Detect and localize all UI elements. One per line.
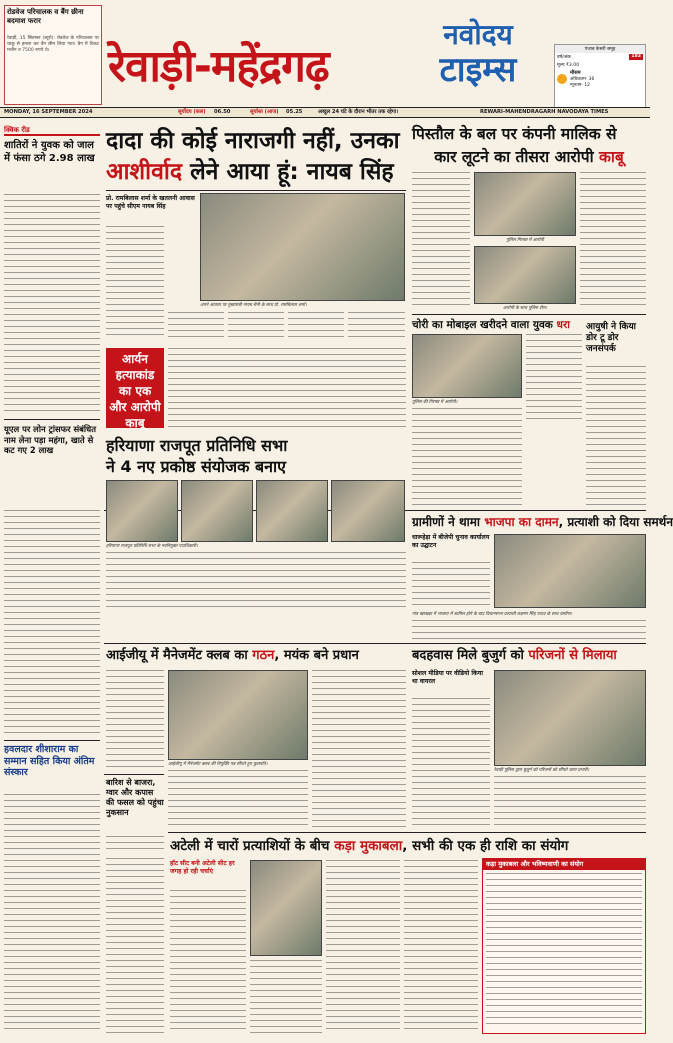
ateli-box bbox=[482, 858, 646, 1034]
mobile-text-col1 bbox=[412, 408, 522, 508]
ateli-headline-start: अटेली में चारों प्रत्याशियों के बीच bbox=[170, 838, 330, 854]
brand-times: टाइम्स bbox=[439, 50, 517, 90]
ateli-text-col4 bbox=[404, 860, 478, 1034]
lead-photo-caption: अपने आवास पर मुख्यमंत्री नायब सैनी के साथ प्रो. रामबिलास शर्मा। bbox=[200, 303, 307, 308]
igu-headline bbox=[106, 646, 406, 666]
sunrise-time: 06.50 bbox=[214, 109, 231, 115]
divider bbox=[168, 832, 646, 833]
sunset-label: सूर्यास्त (आज) bbox=[250, 109, 279, 115]
havildar-headline: हवलदार शीशाराम का सम्मान सहित किया अंतिम संस्कार bbox=[4, 744, 95, 778]
left-story-1-text bbox=[4, 194, 100, 416]
bjp-headline-start: ग्रामीणों ने थामा bbox=[412, 515, 481, 529]
temp-min: न्यूनतम- 12 bbox=[570, 83, 590, 88]
left-headline-1: शातिरों ने युवक को जाल में फंसा ठगे 2.98 लाख bbox=[4, 140, 95, 164]
ateli-box-title: कड़ा मुकाबला और भविष्यवाणी का संयोग bbox=[483, 859, 645, 870]
dateline-right: REWARI-MAHENDRAGARH NAVODAYA TIMES bbox=[480, 109, 609, 115]
masthead-city: रेवाड़ी-महेंद्रगढ़ bbox=[108, 41, 329, 92]
lead-headline-line1: दादा की कोई नाराजगी नहीं, उनका bbox=[106, 128, 400, 154]
bujurg-headline-start: बदहवास मिले बुजुर्ग को bbox=[412, 648, 524, 663]
haryana-photo-1 bbox=[106, 480, 178, 542]
bjp-text-col1 bbox=[412, 562, 490, 610]
lead-text-col1 bbox=[106, 226, 164, 338]
price: मूल्य ₹3.00 bbox=[557, 63, 580, 68]
divider bbox=[4, 740, 100, 741]
haryana-headline-line1: हरियाणा राजपूत प्रतिनिधि सभा bbox=[106, 436, 288, 455]
bujurg-subhead: सोशल मीडिया पर वीडियो किया था वायरल bbox=[412, 670, 483, 685]
bjp-photo bbox=[494, 534, 646, 608]
pistol-text-col3 bbox=[580, 172, 646, 310]
pistol-headline-line2 bbox=[412, 146, 646, 168]
haryana-text bbox=[106, 552, 406, 610]
ateli-box-text bbox=[486, 873, 642, 1029]
pistol-photo-1 bbox=[474, 172, 576, 236]
pistol-caption-1: पुलिस गिरफ्त में आरोपी bbox=[506, 238, 544, 243]
dateline bbox=[0, 107, 650, 118]
ateli-subhead: हॉट सीट बनी अटेली सीट हर जगह हो रही चर्चाएं bbox=[170, 860, 235, 875]
bujurg-caption: रेवाड़ी पुलिस द्वारा बुजुर्ग को परिजनों को सौंपते थाना प्रभारी। bbox=[494, 768, 590, 773]
lead-photo bbox=[200, 193, 405, 301]
aryan-text bbox=[168, 348, 406, 428]
mobile-headline bbox=[412, 318, 582, 332]
haryana-caption: हरियाणा राजपूत प्रतिनिधि सभा के नवनियुक्त पदाधिकारी। bbox=[106, 544, 198, 549]
bjp-text-col2 bbox=[412, 620, 646, 640]
bujurg-headline bbox=[412, 646, 646, 666]
divider bbox=[4, 419, 100, 420]
mobile-headline-red: धरा bbox=[556, 319, 570, 331]
brief-text: रेवाड़ी, 15 सितम्बर (ब्यूरो): रोडवेज के परिचालक पर चाकू से हमला कर बैग छीन लिया गया। बैग में टिकट मशीन व 7500 रुपये थे। bbox=[7, 36, 99, 53]
sunset-time: 05.25 bbox=[286, 109, 303, 115]
igu-text-col3 bbox=[312, 670, 406, 828]
ayushi-headline: आयुषी ने किया डोर टू डोर जनसंपर्क bbox=[586, 322, 637, 354]
lead-headline-rest: लेने आया हूं: नायब सिंह bbox=[190, 159, 394, 185]
bjp-subhead: धारूहेड़ा में बीजेपी चुनाव कार्यालय का उद्घाटन bbox=[412, 534, 490, 549]
igu-photo bbox=[168, 670, 308, 760]
lead-text-col4 bbox=[288, 312, 344, 342]
pistol-caption-2: आरोपी के साथ पुलिस टीम। bbox=[502, 306, 548, 311]
pistol-headline-rest: कार लूटने का तीसरा आरोपी bbox=[434, 148, 594, 166]
brief-headline: रोडवेज परिचालक व बैंग छीना बदमाश फरार bbox=[7, 8, 84, 25]
mobile-caption: पुलिस की गिरफ्त में आरोपी। bbox=[412, 400, 458, 405]
bujurg-text-col2 bbox=[494, 776, 646, 828]
mobile-photo bbox=[412, 334, 522, 398]
divider bbox=[104, 643, 646, 644]
haryana-photo-2 bbox=[181, 480, 253, 542]
lead-text-col3 bbox=[228, 312, 284, 342]
igu-headline-red: गठन bbox=[252, 648, 275, 663]
bjp-headline-end: , प्रत्याशी को दिया समर्थन bbox=[558, 515, 673, 529]
rain-text bbox=[106, 836, 164, 854]
weather-label: मौसम bbox=[570, 70, 581, 76]
bujurg-headline-red: परिजनों से मिलाया bbox=[528, 648, 617, 663]
lead-text-col5 bbox=[348, 312, 405, 342]
bjp-headline bbox=[412, 513, 673, 531]
lead-headline-line2 bbox=[106, 157, 406, 187]
rain-headline: बारिश से बाजरा, ग्वार और कपास की फसल को पहुंचा नुकसान bbox=[106, 778, 164, 817]
pistol-headline-red: काबू bbox=[599, 148, 624, 166]
left-story-2-text bbox=[4, 510, 100, 738]
havildar-text bbox=[4, 794, 100, 1034]
igu-caption: आईजीयू में मैनेजमेंट क्लब की नियुक्ति पत्र सौंपते हुए कुलपति। bbox=[168, 762, 268, 767]
sun-icon bbox=[557, 74, 567, 84]
haryana-photo-4 bbox=[331, 480, 405, 542]
brand-navodaya: नवोदय bbox=[443, 18, 513, 51]
divider bbox=[104, 774, 164, 775]
ateli-photo bbox=[250, 860, 322, 956]
mobile-headline-rest: चोरी का मोबाइल खरीदने वाला युवक bbox=[412, 319, 553, 331]
dateline-center: अब्दुल 24 घंटे के दौरान भीतर तक रहेगा। bbox=[318, 109, 399, 115]
bujurg-photo bbox=[494, 670, 646, 766]
page-number: 183 bbox=[631, 54, 641, 59]
ayushi-text bbox=[586, 366, 646, 508]
masthead-brand bbox=[408, 20, 548, 100]
masthead-info bbox=[554, 44, 646, 116]
pistol-photo-2 bbox=[474, 246, 576, 304]
lead-headline-red: आशीर्वाद bbox=[106, 159, 183, 185]
top-brief bbox=[4, 5, 102, 105]
temp-max: अधिकतम- 36 bbox=[570, 77, 595, 82]
pistol-text-col1 bbox=[412, 172, 470, 310]
bujurg-text-col1 bbox=[412, 698, 490, 828]
ateli-text-col0 bbox=[106, 858, 164, 1034]
igu-text-col1 bbox=[106, 670, 164, 770]
quick-read-tag: क्विक रीड bbox=[4, 125, 100, 136]
ateli-text-col3 bbox=[326, 860, 400, 1034]
sunrise-label: सूर्योदय (कल) bbox=[178, 109, 206, 115]
divider bbox=[106, 190, 406, 191]
igu-text-col2 bbox=[168, 770, 308, 828]
ateli-headline-end: , सभी की एक ही राशि का संयोग bbox=[402, 838, 569, 854]
divider bbox=[412, 314, 646, 315]
info-label: वर्ष/अंक bbox=[557, 55, 571, 60]
bjp-headline-red: भाजपा का दामन bbox=[484, 515, 559, 529]
pistol-headline-line1: पिस्तौल के बल पर कंपनी मालिक से bbox=[412, 125, 617, 143]
igu-headline-start: आईजीयू में मैनेजमेंट क्लब का bbox=[106, 648, 248, 663]
haryana-headline-line2: ने 4 नए प्रकोष्ठ संयोजक बनाए bbox=[106, 457, 286, 476]
date-text: MONDAY, 16 SEPTEMBER 2024 bbox=[4, 109, 93, 115]
haryana-photo-3 bbox=[256, 480, 328, 542]
mobile-text-col2 bbox=[526, 334, 582, 424]
bjp-caption: गांव खरखड़ा में भाजपा में शामिल होने के बाद विधानसभा प्रत्याशी लक्ष्मण सिंह यादव के साथ ग्रामीण। bbox=[412, 612, 573, 617]
left-headline-2: यूएल पर लोन ट्रांसफर संबंधित नाम लेना पड़ा महंगा, खाते से कट गए 2 लाख bbox=[4, 424, 96, 455]
edition-label: पंजाब केसरी समूह bbox=[555, 45, 645, 53]
ateli-headline-red: कड़ा मुकाबला bbox=[334, 838, 403, 854]
ateli-text-col2 bbox=[250, 960, 322, 1034]
lead-subhead: प्रो. रामबिलास शर्मा के खतलनी आवास पर पहुंचे सीएम नायब सिंह bbox=[106, 195, 195, 210]
lead-text-col2 bbox=[168, 312, 224, 342]
igu-headline-end: , मयंक बने प्रधान bbox=[274, 648, 359, 663]
aryan-box: आर्यन हत्याकांड का एक और आरोपी काबू bbox=[106, 348, 164, 428]
ateli-text-col1 bbox=[170, 890, 246, 1034]
ateli-headline bbox=[170, 836, 646, 856]
